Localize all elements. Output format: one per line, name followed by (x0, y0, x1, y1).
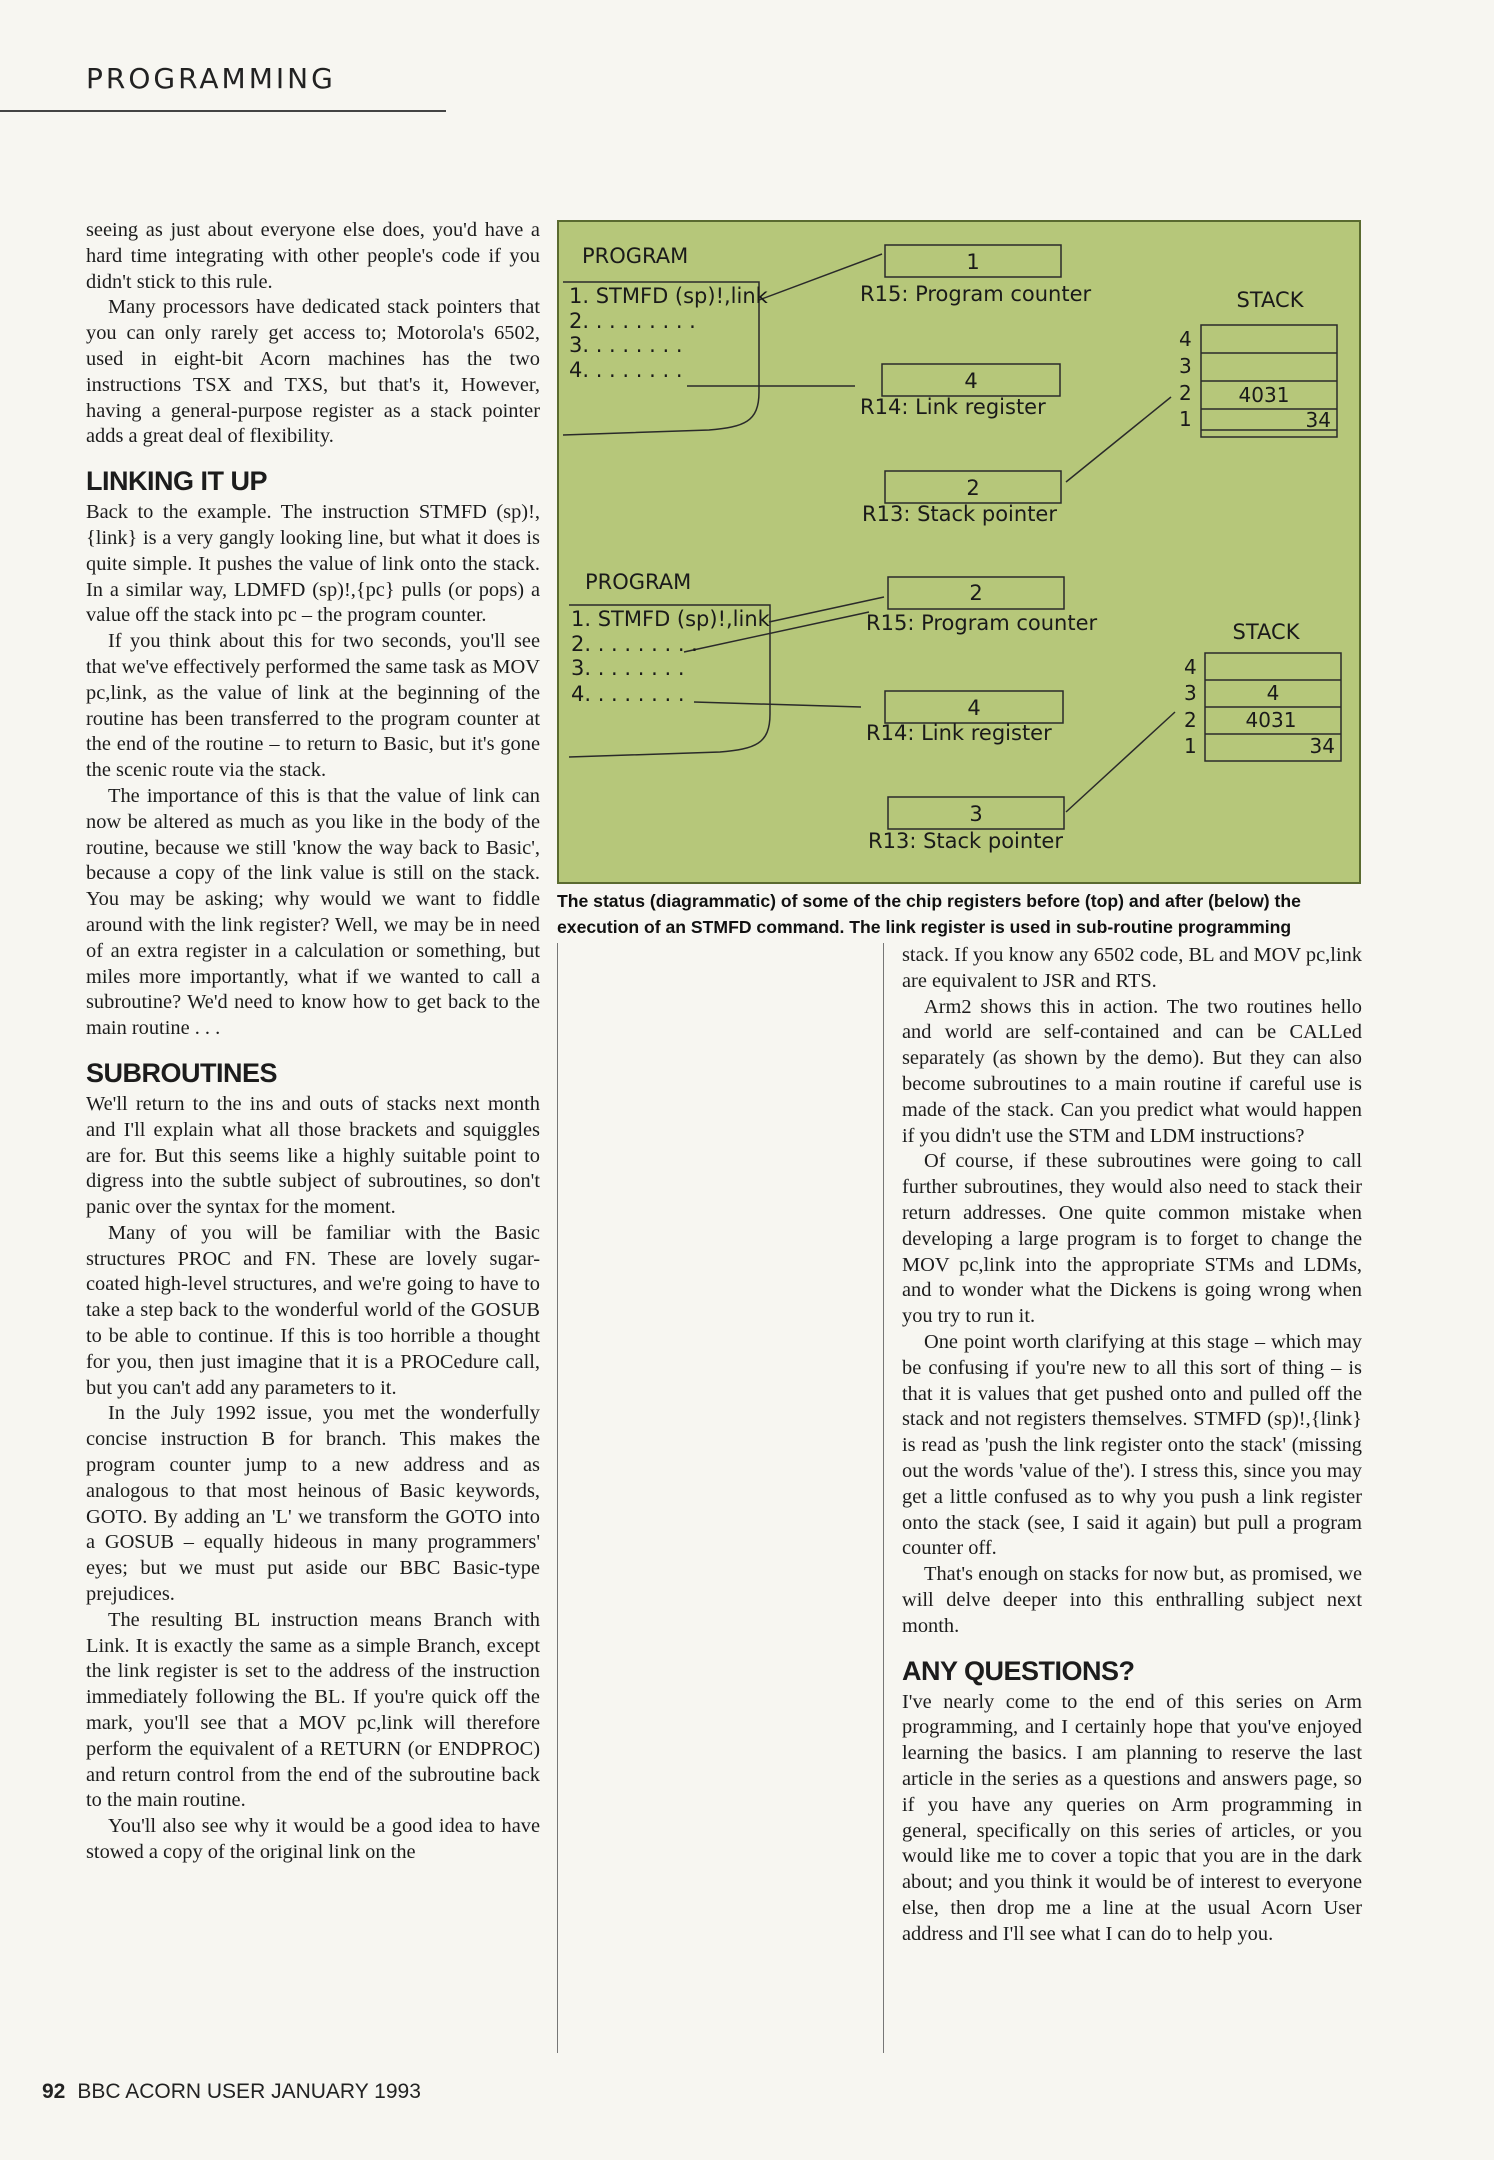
program-line-1: 1. STMFD (sp)!,link (569, 284, 768, 308)
article-column-right (902, 943, 1362, 1947)
sp-value-after: 3 (969, 802, 983, 826)
register-diagram (557, 220, 1361, 884)
slot-number: 4 (1184, 655, 1197, 679)
slot-number: 3 (1179, 354, 1192, 378)
paragraph: I've nearly come to the end of this series on Arm programming, and I certainly hope that you've enjoyed learning the basics. I am planning to reserve the last article in the series as a questions and answers page, so if you have any queries on Arm programming in general, specifically on this series of articles, or you would like me to cover a topic that you are in the dark about; and you think it would be of interest to everyone else, then drop me a line at the usual Acorn User address and I'll see what I can do to help you. (902, 1690, 1362, 1945)
stack-cell-after: 4031 (1245, 708, 1297, 732)
slot-number: 2 (1184, 708, 1197, 732)
slot-number: 2 (1179, 381, 1192, 405)
pc-label-before: R15: Program counter (860, 282, 1092, 306)
slot-number: 3 (1184, 681, 1197, 705)
paragraph: Arm2 shows this in action. The two routines hello and world are self-contained and can be CALLed separately (as shown by the demo). But they can also become subroutines to a main routine if careful use is made of the stack. Can you predict what would happen if you didn't use the STM and LDM instructions? (902, 995, 1362, 1147)
sp-label-before: R13: Stack pointer (862, 502, 1057, 526)
program-label-before: PROGRAM (582, 244, 689, 268)
program-line-2: 2. . . . . . . . . (569, 309, 696, 333)
stack-cell-after: 34 (1309, 734, 1335, 758)
program-line-3: 3. . . . . . . . (571, 656, 685, 680)
section-heading: ANY QUESTIONS? (902, 1655, 1135, 1686)
program-label-after: PROGRAM (585, 570, 692, 594)
link-value-before: 4 (964, 369, 978, 393)
column-rule (883, 943, 884, 2053)
link-value-after: 4 (967, 696, 981, 720)
section-heading: LINKING IT UP (86, 466, 267, 497)
stack-cell-before: 4031 (1238, 383, 1290, 407)
stack-cell-before: 34 (1305, 408, 1331, 432)
pc-value-before: 1 (966, 250, 980, 274)
paragraph: Of course, if these subroutines were going to call further subroutines, they would also need to stack their return addresses. One quite common mistake when developing a large program is to forget to change the MOV pc,link into the appropriate STMs and LDMs, and to wonder what the Dickens is going wrong when you try to run it. (902, 1150, 1362, 1328)
program-line-2: 2. . . . . . . . . (571, 632, 698, 656)
paragraph: Many processors have dedicated stack pointers that you can only rarely get access to; Motorola's 6502, used in eight-bit Acorn machines has the two instructions TSX and TXS, but that's it, However, having a general-purpose register as a stack pointer adds a great deal of flexibility. (86, 296, 540, 448)
link-label-after: R14: Link register (866, 721, 1052, 745)
header-rule (0, 110, 446, 112)
paragraph: That's enough on stacks for now but, as promised, we will delve deeper into this enthralling subject next month. (902, 1563, 1362, 1637)
paragraph: The resulting BL instruction means Branch with Link. It is exactly the same as a simple Branch, except the link register is set to the address of the instruction immediately following the BL. If you're quick off the mark, you'll see that a MOV pc,link will therefore perform the equivalent of a RETURN (or ENDPROC) and return control from the end of the subroutine back to the main routine. (86, 1608, 540, 1812)
program-line-3: 3. . . . . . . . (569, 333, 683, 357)
paragraph: One point worth clarifying at this stage – which may be confusing if you're new to all this sort of thing – is that it is values that get pushed onto and pulled off the stack and not registers themselves. STMFD (sp)!,{link} is read as 'push the link register onto the stack' (missing out the words 'value of the'). I stress this, since you may get a little confused as to why you push a link register onto the stack (see, I said it again) but pull a program counter off. (902, 1330, 1362, 1560)
paragraph: In the July 1992 issue, you met the wonderfully concise instruction B for branch. This makes the program counter jump to a new address and as analogous to that most heinous of Basic keywords, GOTO. By adding an 'L' we transform the GOTO into a GOSUB – equally hideous in many programmers' eyes; but we must put aside our BBC Basic-type prejudices. (86, 1402, 540, 1606)
slot-number: 4 (1179, 327, 1192, 351)
paragraph: Many of you will be familiar with the Basic structures PROC and FN. These are lovely sugar-coated high-level structures, and we're going to have to take a step back to the wonderful world of the GOSUB to be able to continue. If this is too horrible a thought for you, then just imagine that it is a PROCedure call, but you can't add any parameters to it. (86, 1221, 540, 1399)
stack-label-after: STACK (1232, 620, 1300, 644)
program-line-4: 4. . . . . . . . (571, 682, 685, 706)
sp-label-after: R13: Stack pointer (868, 829, 1063, 853)
article-column-left (86, 218, 540, 1866)
page-number: 92 (42, 2080, 66, 2103)
page-footer (42, 2080, 421, 2104)
stack-cell-after: 4 (1266, 681, 1280, 705)
paragraph: You'll also see why it would be a good idea to have stowed a copy of the original link on the (86, 1815, 540, 1864)
section-header: PROGRAMMING (86, 62, 336, 95)
diagram-caption: The status (diagrammatic) of some of the chip registers before (top) and after (below) the execution of an STMFD command. The link register is used in sub-routine programming (557, 891, 1301, 937)
pc-value-after: 2 (969, 581, 983, 605)
program-line-4: 4. . . . . . . . (569, 358, 683, 382)
paragraph: stack. If you know any 6502 code, BL and MOV pc,link are equivalent to JSR and RTS. (902, 944, 1362, 992)
program-line-1: 1. STMFD (sp)!,link (571, 607, 770, 631)
slot-number: 1 (1179, 407, 1192, 431)
paragraph: Back to the example. The instruction STMFD (sp)!,{link} is a very gangly looking line, but what it does is quite simple. It pushes the value of link onto the stack. In a similar way, LDMFD (sp)!,{pc} pulls (or pops) a value off the stack into pc – the program counter. (86, 501, 540, 627)
paragraph: The importance of this is that the value of link can now be altered as much as you like in the body of the routine, because we still 'know the way back to Basic', because a copy of the link value is still on the stack. You may be asking; why would we want to fiddle around with the link register? Well, we may be in need of an extra register in a calculation or something, but miles more importantly, what if we wanted to call a subroutine? We'd need to know how to get back to the main routine . . . (86, 784, 540, 1040)
link-label-before: R14: Link register (860, 395, 1046, 419)
sp-value-before: 2 (966, 476, 980, 500)
slot-number: 1 (1184, 734, 1197, 758)
paragraph: If you think about this for two seconds, you'll see that we've effectively performed the same task as MOV pc,link, as the value of link at the beginning of the routine has been transferred to the program counter at the end of the routine – to return to Basic, but it's gone the scenic route via the stack. (86, 630, 540, 782)
paragraph: We'll return to the ins and outs of stacks next month and I'll explain what all those brackets and squiggles are for. But this seems like a highly suitable point to digress into the subtle subject of subroutines, so don't panic over the syntax for the moment. (86, 1092, 540, 1219)
column-rule (557, 943, 558, 2053)
paragraph: seeing as just about everyone else does, you'd have a hard time integrating with other people's code if you didn't stick to this rule. (86, 219, 540, 293)
publication-line: BBC ACORN USER JANUARY 1993 (77, 2080, 421, 2103)
section-heading: SUBROUTINES (86, 1057, 278, 1088)
stack-label-before: STACK (1236, 288, 1304, 312)
pc-label-after: R15: Program counter (866, 611, 1098, 635)
